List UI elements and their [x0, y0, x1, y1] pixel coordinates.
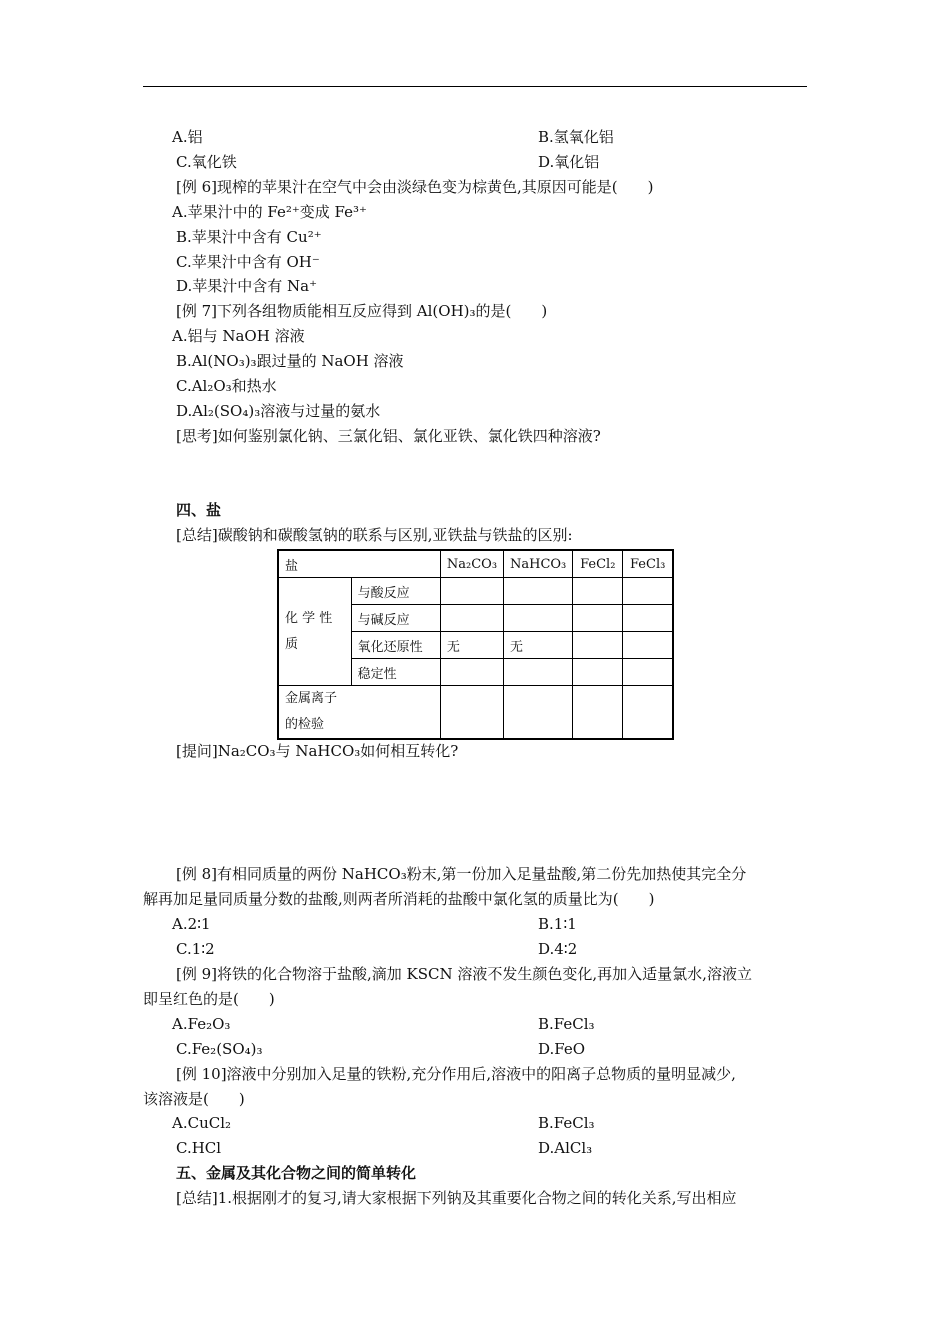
ex7-stem: [例 7]下列各组物质能相互反应得到 Al(OH)₃的是( )	[176, 302, 548, 320]
ex10-stem-line1: [例 10]溶液中分别加入足量的铁粉,充分作用后,溶液中的阳离子总物质的量明显减少,	[176, 1065, 736, 1083]
row-label: 与酸反应	[351, 578, 440, 605]
ex10-option-a: A.CuCl₂	[172, 1114, 232, 1132]
salt-comparison-table	[277, 549, 674, 740]
ex9-option-c: C.Fe₂(SO₄)₃	[176, 1040, 263, 1058]
row-label: 氧化还原性	[351, 632, 440, 659]
section4-heading: 四、盐	[176, 501, 222, 519]
ex8-option-c: C.1∶2	[176, 940, 215, 958]
ex8-option-a: A.2∶1	[172, 915, 211, 933]
ex9-option-a: A.Fe₂O₃	[172, 1015, 231, 1033]
section5-summary: [总结]1.根据刚才的复习,请大家根据下列钠及其重要化合物之间的转化关系,写出相应	[176, 1189, 737, 1207]
ex9-stem-line1: [例 9]将铁的化合物溶于盐酸,滴加 KSCN 溶液不发生颜色变化,再加入适量氯水,溶液立	[176, 965, 752, 983]
ex8-stem-line1: [例 8]有相同质量的两份 NaHCO₃粉末,第一份加入足量盐酸,第二份先加热使其完全分	[176, 865, 747, 883]
ex5-option-d: D.氧化铝	[538, 153, 600, 171]
ex10-option-b: B.FeCl₃	[538, 1114, 595, 1132]
table-cell: 无	[440, 632, 503, 659]
col-header: FeCl₃	[623, 550, 673, 578]
ex9-option-d: D.FeO	[538, 1040, 586, 1058]
ex7-option-a: A.铝与 NaOH 溶液	[172, 327, 305, 345]
row-label: 金属离子的检验	[278, 686, 440, 740]
ex7-option-d: D.Al₂(SO₄)₃溶液与过量的氨水	[176, 402, 381, 420]
section4-question: [提问]Na₂CO₃与 NaHCO₃如何相互转化?	[176, 742, 459, 760]
row-label: 稳定性	[351, 659, 440, 686]
ex6-option-b: B.苹果汁中含有 Cu²⁺	[176, 228, 322, 246]
ex9-stem-line2: 即呈红色的是( )	[143, 990, 275, 1008]
ex5-option-b: B.氢氧化铝	[538, 128, 614, 146]
table-header-row	[278, 550, 673, 578]
ex7-option-b: B.Al(NO₃)₃跟过量的 NaOH 溶液	[176, 352, 404, 370]
table-row	[278, 686, 673, 740]
ex6-stem: [例 6]现榨的苹果汁在空气中会由淡绿色变为棕黄色,其原因可能是( )	[176, 178, 654, 196]
ex9-option-b: B.FeCl₃	[538, 1015, 595, 1033]
ex5-option-a: A.铝	[172, 128, 203, 146]
ex10-option-c: C.HCl	[176, 1139, 222, 1157]
header-rule	[143, 86, 807, 87]
ex6-option-a: A.苹果汁中的 Fe²⁺变成 Fe³⁺	[172, 203, 367, 221]
ex8-stem-line2: 解再加足量同质量分数的盐酸,则两者所消耗的盐酸中氯化氢的质量比为( )	[143, 890, 655, 908]
ex8-option-b: B.1∶1	[538, 915, 577, 933]
section5-heading: 五、金属及其化合物之间的简单转化	[176, 1164, 417, 1182]
group-label: 化 学 性 质	[278, 578, 351, 686]
row-label: 与碱反应	[351, 605, 440, 632]
ex8-option-d: D.4∶2	[538, 940, 578, 958]
ex6-option-c: C.苹果汁中含有 OH⁻	[176, 253, 320, 271]
ex10-stem-line2: 该溶液是( )	[143, 1090, 245, 1108]
ex5-option-c: C.氧化铁	[176, 153, 237, 171]
col-header: NaHCO₃	[504, 550, 573, 578]
section4-summary: [总结]碳酸钠和碳酸氢钠的联系与区别,亚铁盐与铁盐的区别:	[176, 526, 573, 544]
col-header: Na₂CO₃	[440, 550, 503, 578]
ex10-option-d: D.AlCl₃	[538, 1139, 593, 1157]
col-header: FeCl₂	[573, 550, 623, 578]
ex6-option-d: D.苹果汁中含有 Na⁺	[176, 277, 318, 295]
table-row	[278, 578, 673, 605]
table-cell: 无	[504, 632, 573, 659]
ex7-option-c: C.Al₂O₃和热水	[176, 377, 277, 395]
table-corner: 盐	[278, 550, 440, 578]
think-question: [思考]如何鉴别氯化钠、三氯化铝、氯化亚铁、氯化铁四种溶液?	[176, 427, 601, 445]
